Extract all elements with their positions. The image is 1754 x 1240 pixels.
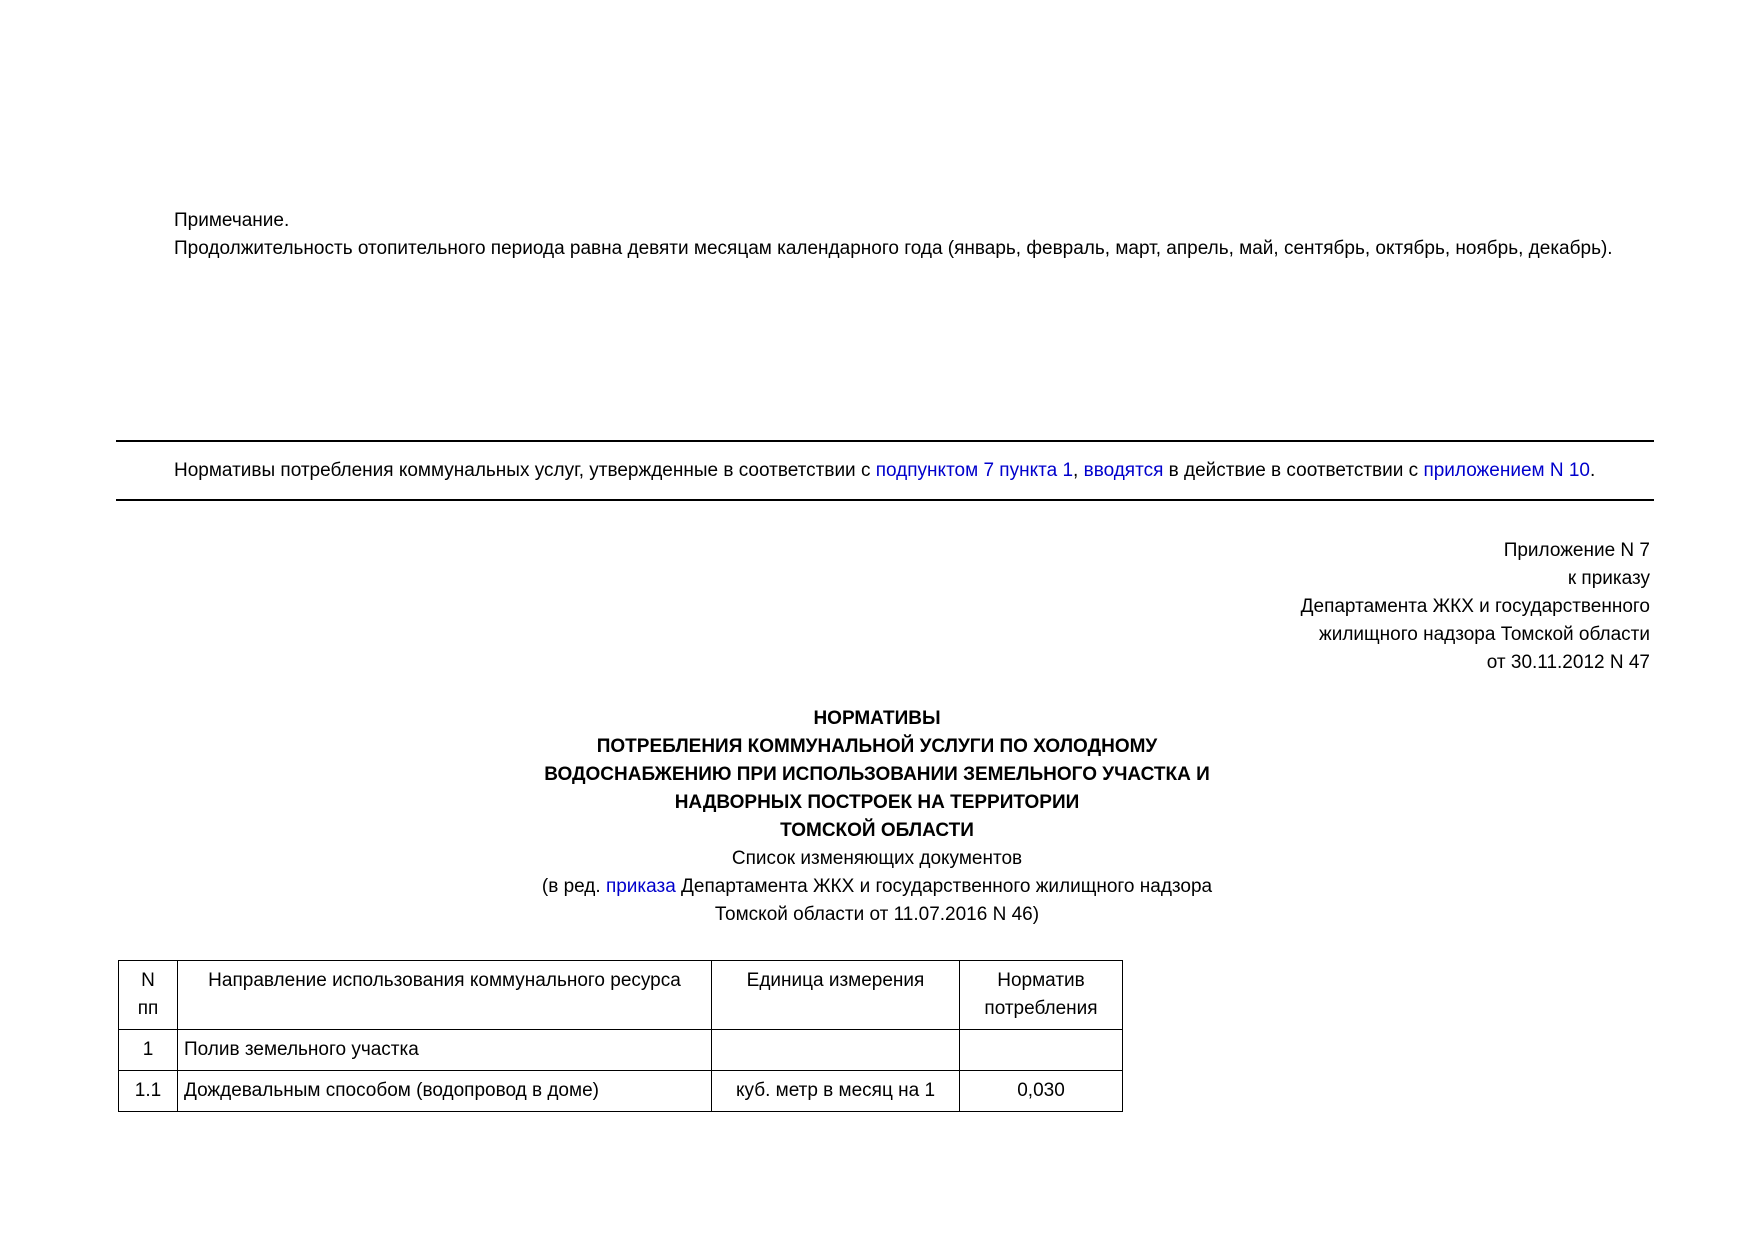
amendments-line-1 <box>0 873 1754 901</box>
header-num <box>119 961 178 1030</box>
change-note-text-1: Нормативы потребления коммунальных услуг, утвержденные в соответствии с <box>174 460 876 481</box>
appendix-line-3: Департамента ЖКХ и государственного <box>1300 596 1650 617</box>
change-note-text-4: . <box>1589 460 1596 481</box>
amendments-line-2: Томской области от 11.07.2016 N 46) <box>714 904 1040 925</box>
header-norm: Норматив потребления <box>960 961 1123 1030</box>
row-num: 1 <box>119 1030 178 1071</box>
header-num-1: N <box>141 970 155 991</box>
appendix-header <box>1301 537 1650 677</box>
row-num: 1.1 <box>119 1071 178 1112</box>
table-row <box>119 1071 1123 1112</box>
table-header-row <box>119 961 1123 1030</box>
change-note-text-2: , <box>1073 460 1084 481</box>
row-unit: куб. метр в месяц на 1 <box>712 1071 960 1112</box>
title-line-4: НАДВОРНЫХ ПОСТРОЕК НА ТЕРРИТОРИИ <box>674 792 1080 813</box>
amendments-rest: Департамента ЖКХ и государственного жилищного надзора <box>675 876 1213 897</box>
appendix-line-5: от 30.11.2012 N 47 <box>1486 652 1650 673</box>
table-row <box>119 1030 1123 1071</box>
title-line-5: ТОМСКОЙ ОБЛАСТИ <box>780 820 974 841</box>
row-norm <box>960 1030 1123 1071</box>
header-direction: Направление использования коммунального ресурса <box>178 961 712 1030</box>
change-note-text-3: в действие в соответствии с <box>1163 460 1424 481</box>
title-line-1: НОРМАТИВЫ <box>813 708 941 729</box>
note-block <box>118 207 1648 263</box>
note-text: Продолжительность отопительного периода равна девяти месяцам календарного года (январь, февраль, март, апрель, май, сентябрь, октябрь, ноябрь, декабрь). <box>174 238 1613 259</box>
change-note <box>116 440 1654 501</box>
amendments-heading: Список изменяющих документов <box>731 848 1023 869</box>
link-subclause[interactable]: подпунктом 7 пункта 1 <box>875 460 1074 481</box>
title-line-2: ПОТРЕБЛЕНИЯ КОММУНАЛЬНОЙ УСЛУГИ ПО ХОЛОДНОМУ <box>596 736 1158 757</box>
header-num-2: пп <box>137 998 159 1019</box>
link-appendix-10[interactable]: приложением N 10 <box>1423 460 1590 481</box>
amendments-prefix: (в ред. <box>541 876 606 897</box>
note-heading: Примечание. <box>174 210 290 231</box>
change-note-text <box>118 457 1652 485</box>
row-norm: 0,030 <box>960 1071 1123 1112</box>
norms-table <box>118 960 1123 1112</box>
header-unit: Единица измерения <box>712 961 960 1030</box>
row-unit <box>712 1030 960 1071</box>
row-direction: Полив земельного участка <box>178 1030 712 1071</box>
appendix-line-1: Приложение N 7 <box>1503 540 1650 561</box>
document-title-block <box>0 705 1754 929</box>
link-enacted[interactable]: вводятся <box>1083 460 1164 481</box>
link-order[interactable]: приказа <box>605 876 676 897</box>
appendix-line-4: жилищного надзора Томской области <box>1319 624 1650 645</box>
title-line-3: ВОДОСНАБЖЕНИЮ ПРИ ИСПОЛЬЗОВАНИИ ЗЕМЕЛЬНОГО УЧАСТКА И <box>544 764 1210 785</box>
row-direction: Дождевальным способом (водопровод в доме) <box>178 1071 712 1112</box>
appendix-line-2: к приказу <box>1567 568 1650 589</box>
